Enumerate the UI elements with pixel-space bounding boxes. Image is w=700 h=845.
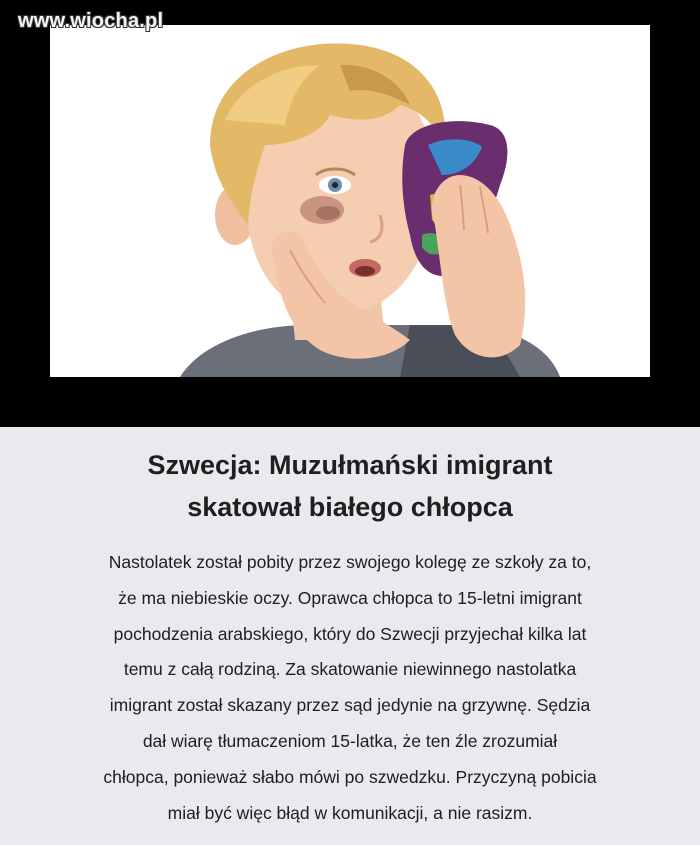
boy-photo — [50, 25, 650, 377]
article-line: Nastolatek został pobity przez swojego kolegę ze szkoły za to, — [108, 552, 592, 572]
article-line: że ma niebieskie oczy. Oprawca chłopca to 15-letni imigrant — [118, 587, 582, 608]
watermark: www.wiocha.pl — [18, 10, 164, 32]
article-line: miał być więc błąd w komunikacji, a nie rasizm. — [167, 802, 533, 823]
article-line: temu z całą rodziną. Za skatowanie niewinnego nastolatka — [123, 659, 577, 680]
article-line: chłopca, ponieważ słabo mówi po szwedzku. Przyczyną pobicia — [103, 766, 597, 787]
headline — [0, 444, 700, 528]
article-text — [40, 545, 660, 831]
article-line: imigrant został skazany przez sąd jedynie na grzywnę. Sędzia — [109, 695, 591, 716]
caption-panel — [0, 427, 700, 845]
article-line: dał wiarę tłumaczeniom 15-latka, że ten źle zrozumiał — [142, 730, 558, 751]
headline-line: Szwecja: Muzułmański imigrant — [147, 450, 553, 480]
boy-illustration — [50, 25, 650, 377]
headline-line: skatował białego chłopca — [187, 492, 513, 522]
article-line: pochodzenia arabskiego, który do Szwecji przyjechał kilka lat — [113, 623, 587, 644]
